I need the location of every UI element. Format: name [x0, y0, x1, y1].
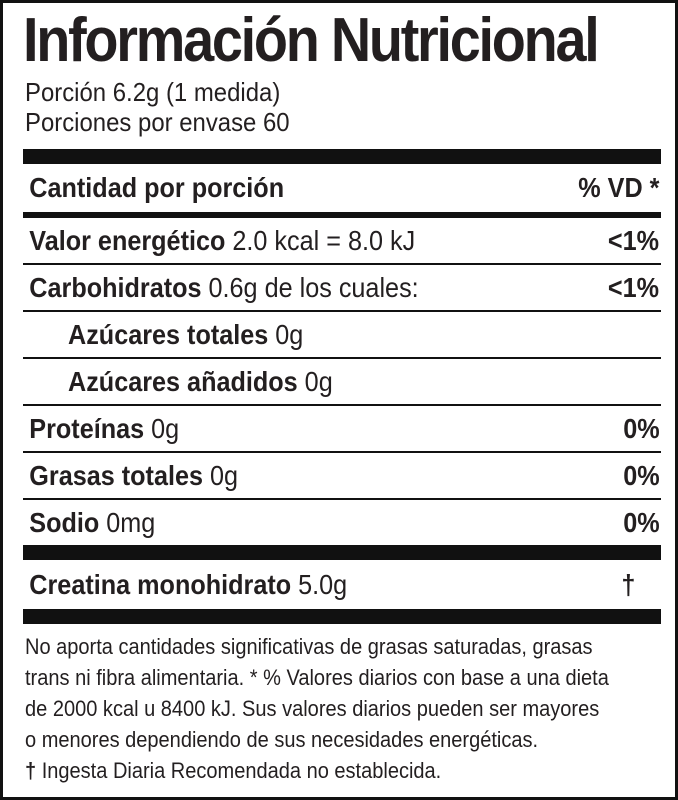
nutrient-dv: <1%: [608, 225, 660, 256]
nutrient-row-carbohydrates: [23, 265, 661, 311]
nutrient-dv: 0%: [622, 413, 660, 444]
servings-per-container: Porciones por envase 60: [25, 107, 290, 137]
nutrient-name: Azúcares totales: [68, 319, 269, 350]
nutrient-name: Creatina monohidrato: [29, 569, 292, 600]
amount-per-serving-header: Cantidad por porción: [29, 172, 285, 203]
nutrient-name: Carbohidratos: [29, 272, 202, 303]
thick-divider: [23, 609, 661, 624]
nutrient-row-total-fat: [23, 453, 661, 499]
nutrient-amount: 0g: [268, 319, 304, 350]
footnote-line: de 2000 kcal u 8400 kJ. Sus valores diarios pueden ser mayores: [25, 696, 600, 721]
nutrient-row-total-sugars: [23, 312, 661, 358]
nutrient-row-protein: [23, 406, 661, 452]
nutrient-amount: 0g: [203, 460, 239, 491]
daily-value-header: % VD *: [577, 172, 660, 203]
nutrient-dv: <1%: [608, 272, 660, 303]
nutrient-name: Azúcares añadidos: [68, 366, 298, 397]
nutrient-name: Grasas totales: [29, 460, 203, 491]
label-title: Información Nutricional: [23, 6, 598, 75]
nutrient-dv: 0%: [622, 507, 660, 538]
nutrient-row-energy: [23, 218, 661, 264]
nutrient-amount: 0mg: [99, 507, 156, 538]
nutrient-amount: 0g: [297, 366, 333, 397]
nutrient-dv: 0%: [622, 460, 660, 491]
nutrient-amount: 0.6g de los cuales:: [201, 272, 419, 303]
dagger-icon: †: [25, 758, 37, 783]
nutrient-row-added-sugars: [23, 359, 661, 405]
footnote-dagger-line: [25, 755, 662, 786]
column-header-row: [23, 164, 661, 212]
footnote-line: No aporta cantidades significativas de grasas saturadas, grasas: [25, 634, 593, 659]
nutrient-row-creatine: [23, 561, 661, 609]
footnote-dagger-text: Ingesta Diaria Recomendada no establecida.: [36, 758, 442, 783]
nutrient-row-sodium: [23, 500, 661, 546]
nutrient-name: Sodio: [29, 507, 100, 538]
dagger-mark: †: [621, 569, 636, 600]
nutrient-amount: 2.0 kcal = 8.0 kJ: [225, 225, 416, 256]
nutrient-name: Proteínas: [29, 413, 145, 444]
footnote: [25, 631, 662, 786]
serving-size: Porción 6.2g (1 medida): [25, 77, 281, 107]
thick-divider: [23, 149, 661, 164]
nutrient-amount: 5.0g: [291, 569, 348, 600]
footnote-line: o menores dependiendo de sus necesidades energéticas.: [25, 727, 539, 752]
thick-divider: [23, 545, 661, 560]
nutrient-name: Valor energético: [29, 225, 226, 256]
footnote-line: trans ni fibra alimentaria. * % Valores diarios con base a una dieta: [25, 665, 609, 690]
nutrient-amount: 0g: [144, 413, 180, 444]
